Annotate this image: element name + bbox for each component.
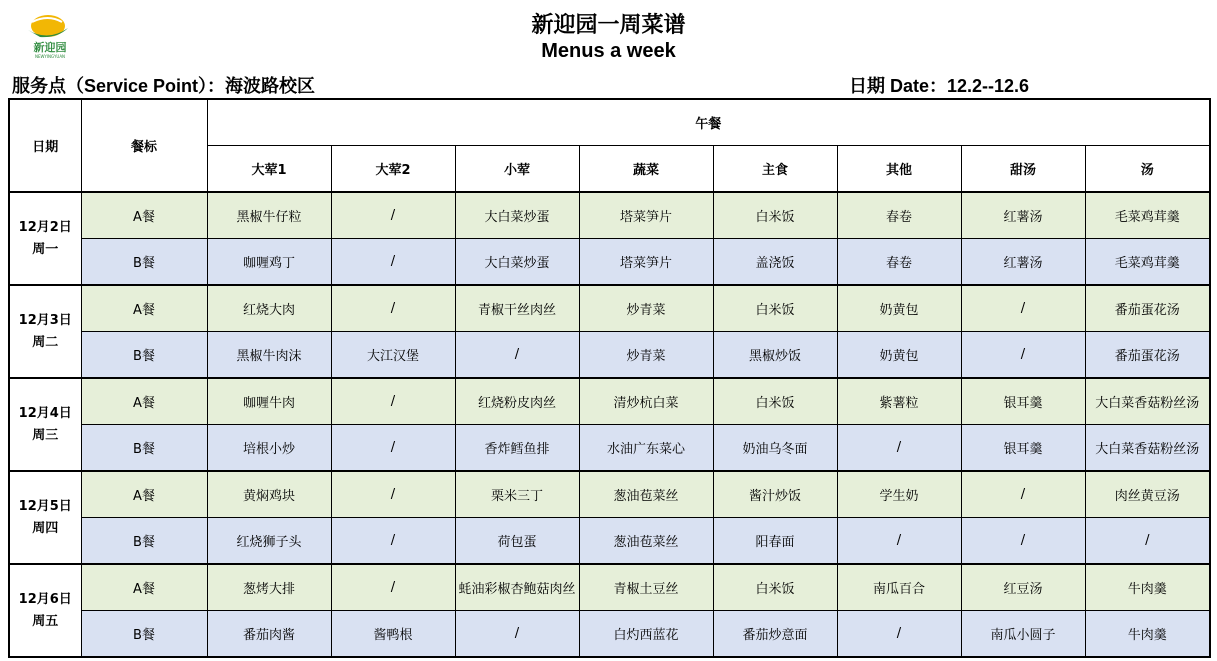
dish-cell: /	[961, 471, 1085, 518]
menu-body	[9, 192, 1210, 657]
dish-cell: /	[961, 285, 1085, 332]
dish-cell: 红薯汤	[961, 239, 1085, 286]
dish-cell: 牛肉羹	[1085, 564, 1210, 611]
dish-cell: 大江汉堡	[331, 332, 455, 379]
day-weekday: 周三	[32, 427, 59, 443]
dish-cell: 肉丝黄豆汤	[1085, 471, 1210, 518]
dish-cell: 青椒干丝肉丝	[455, 285, 579, 332]
dish-cell: 咖喱鸡丁	[207, 239, 331, 286]
day-cell	[9, 192, 81, 285]
column-header: 汤	[1085, 146, 1210, 193]
dish-cell: /	[331, 239, 455, 286]
dish-cell: 阳春面	[713, 518, 837, 565]
meal-type-cell: B餐	[81, 518, 207, 565]
lunch-header: 午餐	[207, 99, 1210, 146]
table-row	[9, 471, 1210, 518]
dish-cell: 葱油苞菜丝	[579, 518, 713, 565]
dish-cell: 白米饭	[713, 378, 837, 425]
meal-column-header: 餐标	[81, 99, 207, 192]
column-header: 大荤2	[331, 146, 455, 193]
dish-cell: 栗米三丁	[455, 471, 579, 518]
day-date: 12月3日	[18, 312, 72, 328]
dish-cell: 大白菜香菇粉丝汤	[1085, 425, 1210, 472]
column-header: 其他	[837, 146, 961, 193]
table-row	[9, 239, 1210, 286]
dish-cell: 奶油乌冬面	[713, 425, 837, 472]
day-cell	[9, 564, 81, 657]
dish-cell: 奶黄包	[837, 332, 961, 379]
dish-cell: /	[331, 518, 455, 565]
dish-cell: /	[455, 332, 579, 379]
dish-cell: 清炒杭白菜	[579, 378, 713, 425]
column-header: 大荤1	[207, 146, 331, 193]
table-row	[9, 564, 1210, 611]
day-date: 12月5日	[18, 498, 72, 514]
table-row	[9, 518, 1210, 565]
dish-cell: /	[331, 192, 455, 239]
dish-cell: 红豆汤	[961, 564, 1085, 611]
weekly-menu-table	[8, 98, 1211, 658]
page-subtitle: Menus a week	[541, 40, 676, 62]
dish-cell: /	[837, 425, 961, 472]
dish-cell: /	[331, 564, 455, 611]
dish-cell: /	[331, 285, 455, 332]
dish-cell: 白米饭	[713, 564, 837, 611]
dish-cell: /	[331, 471, 455, 518]
day-cell	[9, 285, 81, 378]
dish-cell: 黑椒炒饭	[713, 332, 837, 379]
meal-type-cell: B餐	[81, 332, 207, 379]
dish-cell: /	[331, 378, 455, 425]
column-header: 甜汤	[961, 146, 1085, 193]
dish-cell: 红烧大肉	[207, 285, 331, 332]
dish-cell: 毛菜鸡茸羹	[1085, 192, 1210, 239]
dish-cell: 炒青菜	[579, 285, 713, 332]
dish-cell: 大白菜香菇粉丝汤	[1085, 378, 1210, 425]
dish-cell: 番茄炒意面	[713, 611, 837, 658]
dish-cell: 黄焖鸡块	[207, 471, 331, 518]
dish-cell: /	[331, 425, 455, 472]
svg-text:新迎园: 新迎园	[33, 41, 67, 54]
dish-cell: 白米饭	[713, 285, 837, 332]
dish-cell: 荷包蛋	[455, 518, 579, 565]
dish-cell: 银耳羹	[961, 378, 1085, 425]
dish-cell: 牛肉羹	[1085, 611, 1210, 658]
day-cell	[9, 378, 81, 471]
dish-cell: 青椒土豆丝	[579, 564, 713, 611]
dish-cell: 塔菜笋片	[579, 239, 713, 286]
dish-cell: 南瓜小圆子	[961, 611, 1085, 658]
meal-type-cell: B餐	[81, 239, 207, 286]
svg-text:NEWYINGYUAN: NEWYINGYUAN	[34, 54, 66, 59]
day-date: 12月6日	[18, 591, 72, 607]
column-header: 主食	[713, 146, 837, 193]
dish-cell: /	[961, 518, 1085, 565]
meal-type-cell: A餐	[81, 471, 207, 518]
dish-cell: 蚝油彩椒杏鲍菇肉丝	[455, 564, 579, 611]
meal-type-cell: A餐	[81, 285, 207, 332]
page-title: 新迎园一周菜谱	[531, 13, 686, 38]
dish-cell: /	[961, 332, 1085, 379]
dish-cell: /	[837, 611, 961, 658]
dish-cell: 红烧狮子头	[207, 518, 331, 565]
dish-cell: 毛菜鸡茸羹	[1085, 239, 1210, 286]
meal-type-cell: A餐	[81, 564, 207, 611]
dish-cell: 白米饭	[713, 192, 837, 239]
table-row	[9, 192, 1210, 239]
dish-cell: 酱鸭根	[331, 611, 455, 658]
day-date: 12月4日	[18, 405, 72, 421]
dish-cell: 白灼西蓝花	[579, 611, 713, 658]
day-weekday: 周五	[32, 613, 59, 629]
dish-cell: 葱油苞菜丝	[579, 471, 713, 518]
dish-cell: 咖喱牛肉	[207, 378, 331, 425]
meal-type-cell: B餐	[81, 611, 207, 658]
dish-cell: 南瓜百合	[837, 564, 961, 611]
date-column-header: 日期	[9, 99, 81, 192]
dish-cell: 黑椒牛仔粒	[207, 192, 331, 239]
dish-cell: 炒青菜	[579, 332, 713, 379]
dish-cell: 银耳羹	[961, 425, 1085, 472]
dish-cell: 葱烤大排	[207, 564, 331, 611]
dish-cell: /	[455, 611, 579, 658]
table-row	[9, 332, 1210, 379]
day-cell	[9, 471, 81, 564]
dish-cell: 番茄肉酱	[207, 611, 331, 658]
dish-cell: 红烧粉皮肉丝	[455, 378, 579, 425]
dish-cell: 水油广东菜心	[579, 425, 713, 472]
dish-cell: 春卷	[837, 192, 961, 239]
table-row	[9, 425, 1210, 472]
dish-cell: 学生奶	[837, 471, 961, 518]
meal-type-cell: A餐	[81, 192, 207, 239]
table-row	[9, 611, 1210, 658]
dish-cell: 紫薯粒	[837, 378, 961, 425]
table-row	[9, 285, 1210, 332]
dish-cell: /	[1085, 518, 1210, 565]
dish-cell: 香炸鳕鱼排	[455, 425, 579, 472]
table-row	[9, 378, 1210, 425]
service-point-label: 服务点（Service Point）：海波路校区	[12, 76, 316, 96]
meal-type-cell: B餐	[81, 425, 207, 472]
dish-cell: 盖浇饭	[713, 239, 837, 286]
dish-cell: /	[837, 518, 961, 565]
dish-cell: 培根小炒	[207, 425, 331, 472]
dish-cell: 番茄蛋花汤	[1085, 332, 1210, 379]
day-weekday: 周四	[32, 520, 59, 536]
day-date: 12月2日	[18, 219, 72, 235]
meal-type-cell: A餐	[81, 378, 207, 425]
dish-cell: 春卷	[837, 239, 961, 286]
dish-cell: 酱汁炒饭	[713, 471, 837, 518]
column-header: 小荤	[455, 146, 579, 193]
dish-cell: 奶黄包	[837, 285, 961, 332]
dish-cell: 红薯汤	[961, 192, 1085, 239]
day-weekday: 周一	[32, 241, 59, 257]
dish-cell: 塔菜笋片	[579, 192, 713, 239]
column-header: 蔬菜	[579, 146, 713, 193]
dish-cell: 番茄蛋花汤	[1085, 285, 1210, 332]
date-range-label: 日期 Date：12.2--12.6	[849, 76, 1030, 96]
dish-cell: 黑椒牛肉沫	[207, 332, 331, 379]
dish-cell: 大白菜炒蛋	[455, 192, 579, 239]
day-weekday: 周二	[32, 334, 59, 350]
dish-cell: 大白菜炒蛋	[455, 239, 579, 286]
